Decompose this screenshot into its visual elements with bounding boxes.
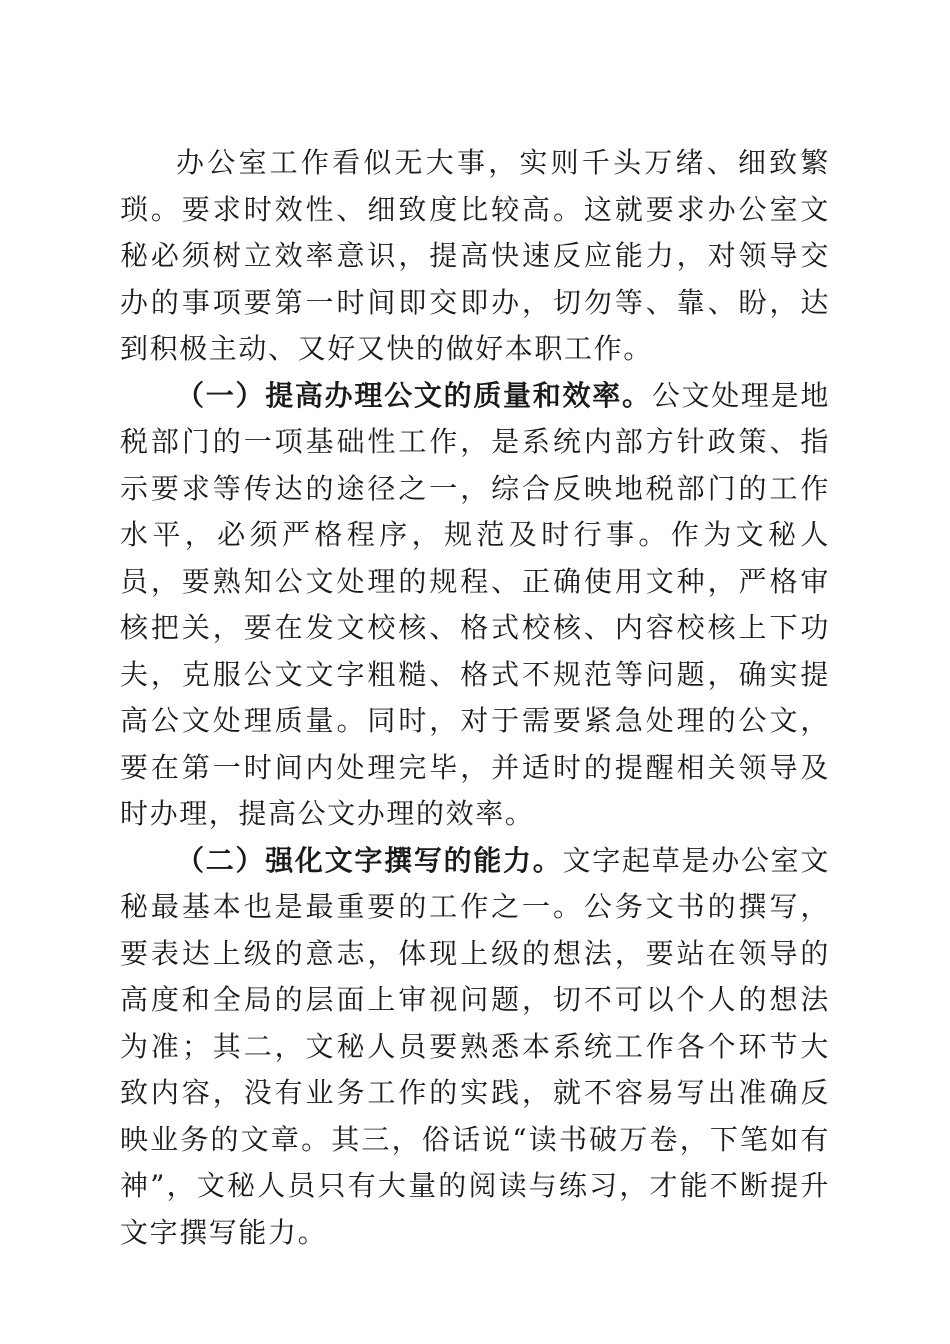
paragraph-section-1 [120, 373, 830, 838]
section-1-text: 公文处理是地税部门的一项基础性工作，是系统内部方针政策、指示要求等传达的途径之一，综合反映地税部门的工作水平，必须严格程序，规范及时行事。作为文秘人员，要熟知公文处理的规程、正确使用文种，严格审核把关，要在发文校核、格式校核、内容校核上下功夫，克服公文文字粗糙、格式不规范等问题，确实提高公文处理质量。同时，对于需要紧急处理的公文，要在第一时间内处理完毕，并适时的提醒相关领导及时办理，提高公文办理的效率。 [120, 378, 830, 830]
section-2-heading: （二）强化文字撰写的能力。 [176, 843, 563, 877]
document-body [120, 140, 830, 1256]
section-1-heading: （一）提高办理公文的质量和效率。 [176, 378, 652, 412]
paragraph-intro [120, 140, 830, 373]
paragraph-intro-text: 办公室工作看似无大事，实则千头万绪、细致繁琐。要求时效性、细致度比较高。这就要求办公室文秘必须树立效率意识，提高快速反应能力，对领导交办的事项要第一时间即交即办，切勿等、靠、盼，达到积极主动、又好又快的做好本职工作。 [120, 146, 830, 365]
paragraph-section-2 [120, 838, 830, 1257]
section-2-text: 文字起草是办公室文秘最基本也是最重要的工作之一。公务文书的撰写，要表达上级的意志，体现上级的想法，要站在领导的高度和全局的层面上审视问题，切不可以个人的想法为准；其二，文秘人员要熟悉本系统工作各个环节大致内容，没有业务工作的实践，就不容易写出准确反映业务的文章。其三，俗话说“读书破万卷，下笔如有神”，文秘人员只有大量的阅读与练习，才能不断提升文字撰写能力。 [120, 843, 830, 1249]
